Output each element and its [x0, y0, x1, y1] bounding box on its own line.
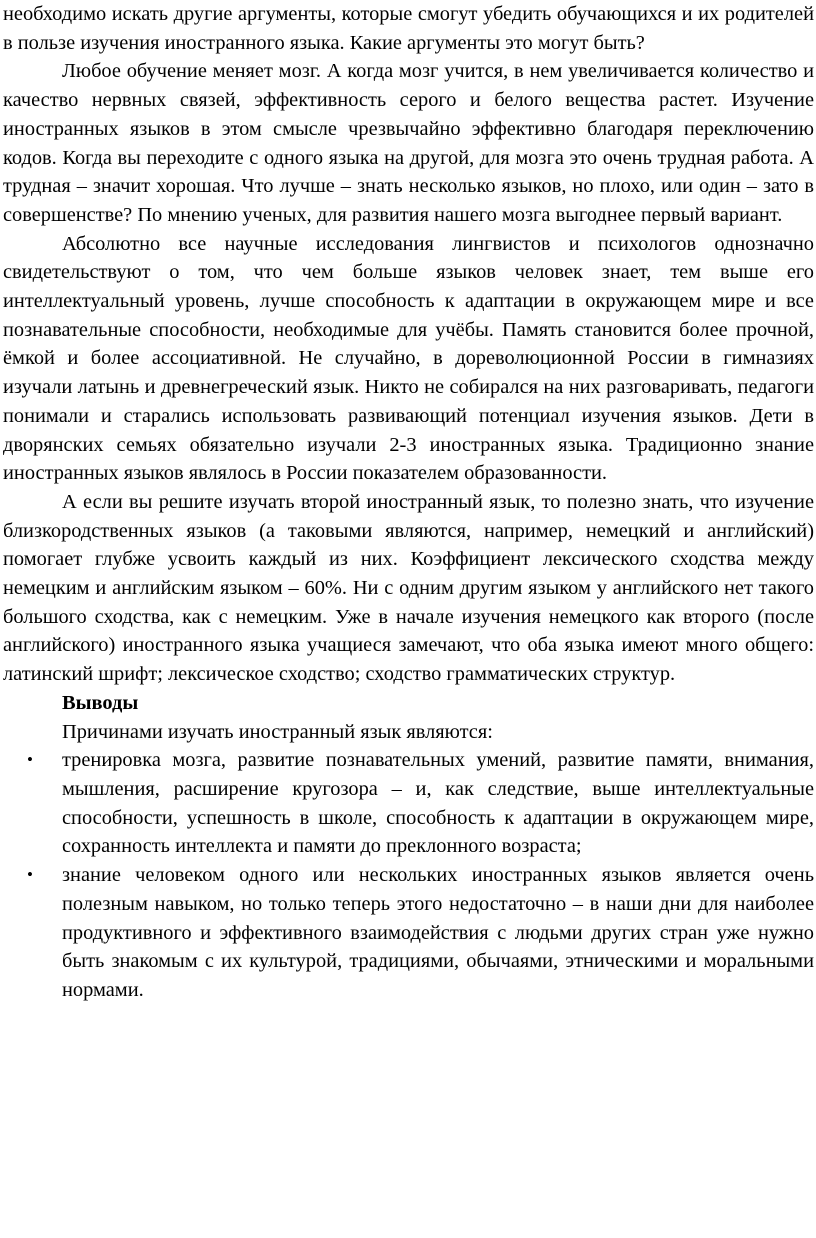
paragraph-brain-learning: Любое обучение меняет мозг. А когда мозг учится, в нем увеличивается количество и качество нервных связей, эффективность серого и белого вещества растет. Изучение иностранных языков в этом смысле чрезвычайно эффективно благодаря переключению кодов. Когда вы переходите с одного языка на другой, для мозга это очень трудная работа. А трудная – значит хорошая. Что лучше – знать несколько языков, но плохо, или один – зато в совершенстве? По мнению ученых, для развития нашего мозга выгоднее первый вариант. [3, 60, 814, 226]
conclusion-intro: Причинами изучать иностранный язык являются: [62, 720, 493, 743]
list-item [27, 861, 814, 1005]
paragraph-continued: необходимо искать другие аргументы, которые смогут убедить обучающихся и их родителей в пользе изучения иностранного языка. Какие аргументы это могут быть? [3, 3, 814, 54]
bullet-icon: • [27, 865, 33, 885]
bullet-icon: • [27, 750, 33, 770]
paragraph-research: Абсолютно все научные исследования лингвистов и психологов однозначно свидетельствуют о том, что чем больше языков человек знает, тем выше его интеллектуальный уровень, лучше способность к адаптации в окружающем мире и все познавательные способности, необходимые для учёбы. Память становится более прочной, ёмкой и более ассоциативной. Не случайно, в дореволюционной России в гимназиях изучали латынь и древнегреческий язык. Никто не собирался на них разговаривать, педагоги понимали и старались использовать развивающий потенциал изучения языков. Дети в дворянских семьях обязательно изучали 2-3 иностранных языка. Традиционно знание иностранных языков являлось в России показателем образованности. [3, 232, 814, 485]
list-item [27, 746, 814, 861]
paragraph-second-language: А если вы решите изучать второй иностранный язык, то полезно знать, что изучение близкородственных языков (а таковыми являются, например, немецкий и английский) помогает глубже усвоить каждый из них. Коэффициент лексического сходства между немецким и английским языком – 60%. Ни с одним другим языком у английского нет такого большого сходства, как с немецким. Уже в начале изучения немецкого как второго (после английского) иностранного языка учащиеся замечают, что оба языка имеют много общего: латинский шрифт; лексическое сходство; сходство грамматических структур. [3, 490, 814, 686]
conclusion-heading: Выводы [62, 691, 139, 714]
list-item-text: знание человеком одного или нескольких иностранных языков является очень полезным навыком, но только теперь этого недостаточно – в наши дни для наиболее продуктивного и эффективного взаимодействия с людьми других стран уже нужно быть знакомым с их культурой, традициями, обычаями, этническими и моральными нормами. [62, 864, 814, 1001]
conclusion-list [3, 746, 814, 1004]
list-item-text: тренировка мозга, развитие познавательных умений, развитие памяти, внимания, мышления, расширение кругозора – и, как следствие, выше интеллектуальные способности, успешность в школе, способность к адаптации в окружающем мире, сохранность интеллекта и памяти до преклонного возраста; [62, 749, 814, 858]
